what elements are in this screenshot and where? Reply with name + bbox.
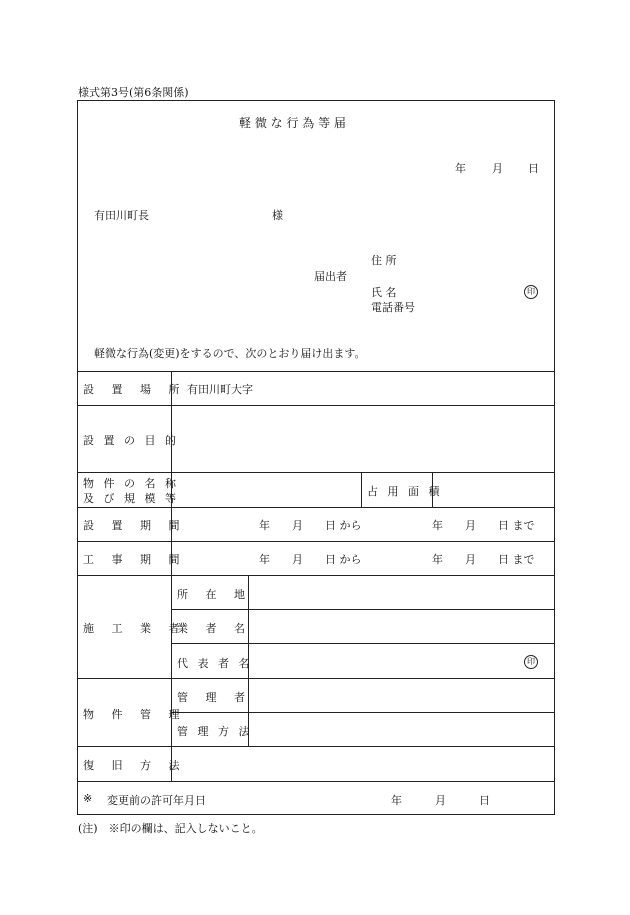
restoration-label: 復 旧 方 法 [83, 759, 187, 772]
row-divider [77, 405, 555, 406]
applicant-address-label: 住 所 [371, 254, 397, 267]
addressee-name: 有田川町長 [94, 209, 149, 222]
row-divider [77, 371, 555, 372]
contractor-seal-icon: 印 [524, 655, 538, 669]
contractor-label: 施 工 業 者 [83, 622, 187, 635]
install-period-from: 年 月 日 から [259, 519, 362, 532]
row-divider [77, 541, 555, 542]
applicant-seal-icon: 印 [524, 285, 538, 299]
form-number: 様式第3号(第6条関係) [78, 86, 189, 99]
row-divider [77, 781, 555, 782]
work-period-to: 年 月 日 まで [432, 553, 535, 566]
purpose-label: 設 置 の 目 的 [83, 434, 179, 447]
row-divider [77, 507, 555, 508]
row-divider [171, 609, 555, 610]
location-value: 有田川町大字 [187, 383, 253, 396]
date-day: 日 [528, 162, 539, 175]
management-label: 物 件 管 理 [83, 708, 187, 721]
row-divider [77, 472, 555, 473]
form-title: 軽 微 な 行 為 等 届 [239, 116, 346, 130]
row-divider [171, 643, 555, 644]
applicant-label: 届出者 [314, 270, 347, 283]
area-label: 占 用 面 積 [367, 485, 443, 498]
applicant-name-label: 氏 名 [371, 286, 397, 299]
row-divider [171, 712, 555, 713]
item-label-line1: 物 件 の 名 称 [83, 477, 179, 490]
location-label: 設 置 場 所 [83, 383, 187, 396]
row-divider [77, 746, 555, 747]
footnote: (注) ※印の欄は、記入しないこと。 [78, 822, 263, 835]
row-divider [77, 575, 555, 576]
contractor-company-label: 業 者 名 [177, 622, 252, 635]
contractor-rep-label: 代 表 者 名 [177, 657, 253, 670]
date-year: 年 [455, 162, 466, 175]
applicant-phone-label: 電話番号 [371, 301, 415, 314]
date-month: 月 [492, 162, 503, 175]
addressee-honorific: 様 [272, 209, 283, 222]
statement: 軽微な行為(変更)をするので、次のとおり届け出ます。 [94, 347, 366, 360]
install-period-label: 設 置 期 間 [83, 519, 187, 532]
prior-permit-date: 年 月 日 [391, 794, 490, 807]
manager-label: 管 理 者 [177, 691, 252, 704]
item-label-line2: 及 び 規 模 等 [83, 492, 179, 505]
management-method-label: 管 理 方 法 [177, 725, 253, 738]
contractor-address-label: 所 在 地 [177, 588, 252, 601]
install-period-to: 年 月 日 まで [432, 519, 535, 532]
work-period-from: 年 月 日 から [259, 553, 362, 566]
prior-permit-label: 変更前の許可年月日 [107, 794, 206, 807]
column-divider [361, 472, 362, 507]
prior-permit-mark: ※ [83, 792, 93, 805]
row-divider [77, 678, 555, 679]
work-period-label: 工 事 期 間 [83, 553, 187, 566]
